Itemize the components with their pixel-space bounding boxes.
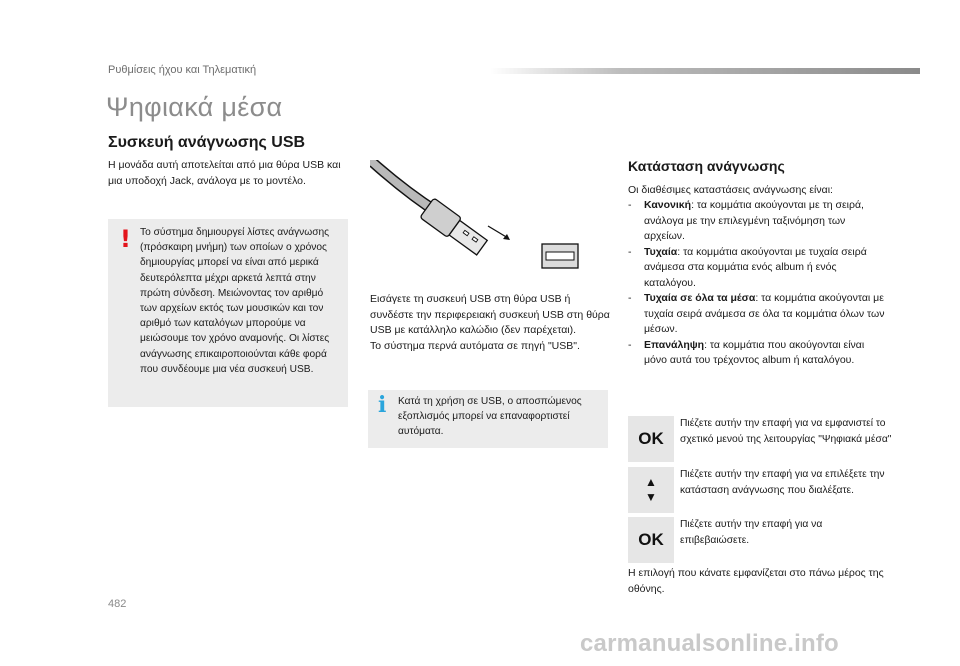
insert-arrow <box>488 226 508 238</box>
step-text: Πιέζετε αυτήν την επαφή για να επιβεβαιώσετε. <box>680 519 823 546</box>
insert-instructions: Εισάγετε τη συσκευή USB στη θύρα USB ή συνδέστε την περιφερειακή συσκευή USB στη θύρα USB με κατάλληλο καλώδιο (δεν παρέχεται). Το σύστημα περνά αυτόματα σε πηγή "USB". <box>370 293 610 352</box>
mode-desc: : τα κομμάτια ακούγονται με τυχαία σειρά ανάμεσα στα κομμάτια ενός album ή ενός καταλόγου. <box>644 245 867 289</box>
intro-paragraph: Η μονάδα αυτή αποτελείται από μια θύρα USB και μια υποδοχή Jack, ανάλογα με το μοντέλο. <box>108 159 341 187</box>
mode-desc: : τα κομμάτια ακούγονται με τη σειρά, ανάλογα με την επιλεγμένη ταξινόμηση των αρχείων. <box>644 199 864 242</box>
usb-port <box>542 244 578 268</box>
arrow-up-icon: ▲ <box>645 475 657 489</box>
watermark: carmanualsonline.info <box>580 630 839 657</box>
header-rule <box>490 68 920 74</box>
usb-illustration <box>370 160 610 282</box>
warning-box <box>108 219 348 407</box>
mode-desc: : τα κομμάτια που ακούγονται είναι μόνο αυτά του τρέχοντος album ή καταλόγου. <box>644 338 865 366</box>
warning-text: Το σύστημα δημιουργεί λίστες ανάγνωσης (πρόσκαιρη μνήμη) των οποίων ο χρόνος δημιουργίας μπορεί να είναι από μερικά δευτερόλεπτα μέχρι αρκετά λεπτά στην πρώτη σύνδεση. Μειώνοντας τον αριθμό των αρχείων εκτός των μουσικών και τον αριθμό των καταλόγων μπορούμε να μειώσουμε τον χρόνο αναμονής. Οι λίστες ανάγνωσης επικαιροποιούνται κάθε φορά που συνδέουμε μια νέα συσκευή USB. <box>140 227 330 375</box>
step-confirm <box>628 517 888 565</box>
step-select-mode <box>628 467 888 515</box>
modes-list <box>628 198 888 369</box>
info-icon: i <box>378 392 387 418</box>
mode-name: Επανάληψη <box>644 338 705 351</box>
page-title: Ψηφιακά μέσα <box>106 92 283 122</box>
mode-name: Κανονική <box>644 199 692 211</box>
mode-name: Τυχαία σε όλα τα μέσα <box>644 292 756 304</box>
section-header: Ρυθμίσεις ήχου και Τηλεματική <box>108 64 257 76</box>
step-open-menu <box>628 416 892 464</box>
list-item: - Κανονική: τα κομμάτια ακούγονται με τη σειρά, ανάλογα με την επιλεγμένη ταξινόμηση των αρχείων. <box>628 199 864 242</box>
page-number: 482 <box>108 598 127 610</box>
mode-name: Τυχαία <box>644 245 678 258</box>
ok-button-icon: OK <box>628 517 674 563</box>
ok-button-icon: OK <box>628 416 674 462</box>
section-subtitle: Συσκευή ανάγνωσης USB <box>108 134 306 151</box>
list-item: - Επανάληψη: τα κομμάτια που ακούγονται είναι μόνο αυτά του τρέχοντος album ή καταλόγου. <box>628 338 865 366</box>
step-text: Πιέζετε αυτήν την επαφή για να επιλέξετε την κατάσταση ανάγνωσης που διαλέξατε. <box>680 469 885 496</box>
arrow-down-icon: ▼ <box>645 490 657 504</box>
info-box <box>368 390 608 448</box>
modes-intro: Οι διαθέσιμες καταστάσεις ανάγνωσης είναι: <box>628 184 833 196</box>
list-item: - Τυχαία σε όλα τα μέσα: τα κομμάτια ακούγονται με τυχαία σειρά ανάμεσα σε όλα τα κομμάτια όλων των μέσων. <box>628 292 885 335</box>
usb-plug <box>420 198 489 257</box>
mode-desc: : τα κομμάτια ακούγονται με τυχαία σειρά ανάμεσα σε όλα τα κομμάτια όλων των μέσων. <box>644 292 885 335</box>
exclamation-icon: ! <box>120 225 131 253</box>
step-text: Πιέζετε αυτήν την επαφή για να εμφανιστεί το σχετικό μενού της λειτουργίας "Ψηφιακά μέσα" <box>680 418 892 445</box>
closing-paragraph: Η επιλογή που κάνατε εμφανίζεται στο πάνω μέρος της οθόνης. <box>628 567 884 595</box>
info-text: Κατά τη χρήση σε USB, ο αποσπώμενος εξοπλισμός μπορεί να επαναφορτιστεί αυτόματα. <box>398 396 582 438</box>
modes-title: Κατάσταση ανάγνωσης <box>628 158 785 174</box>
up-down-arrows-icon <box>628 467 674 513</box>
list-item: - Τυχαία: τα κομμάτια ακούγονται με τυχαία σειρά ανάμεσα στα κομμάτια ενός album ή ενός καταλόγου. <box>628 245 867 289</box>
